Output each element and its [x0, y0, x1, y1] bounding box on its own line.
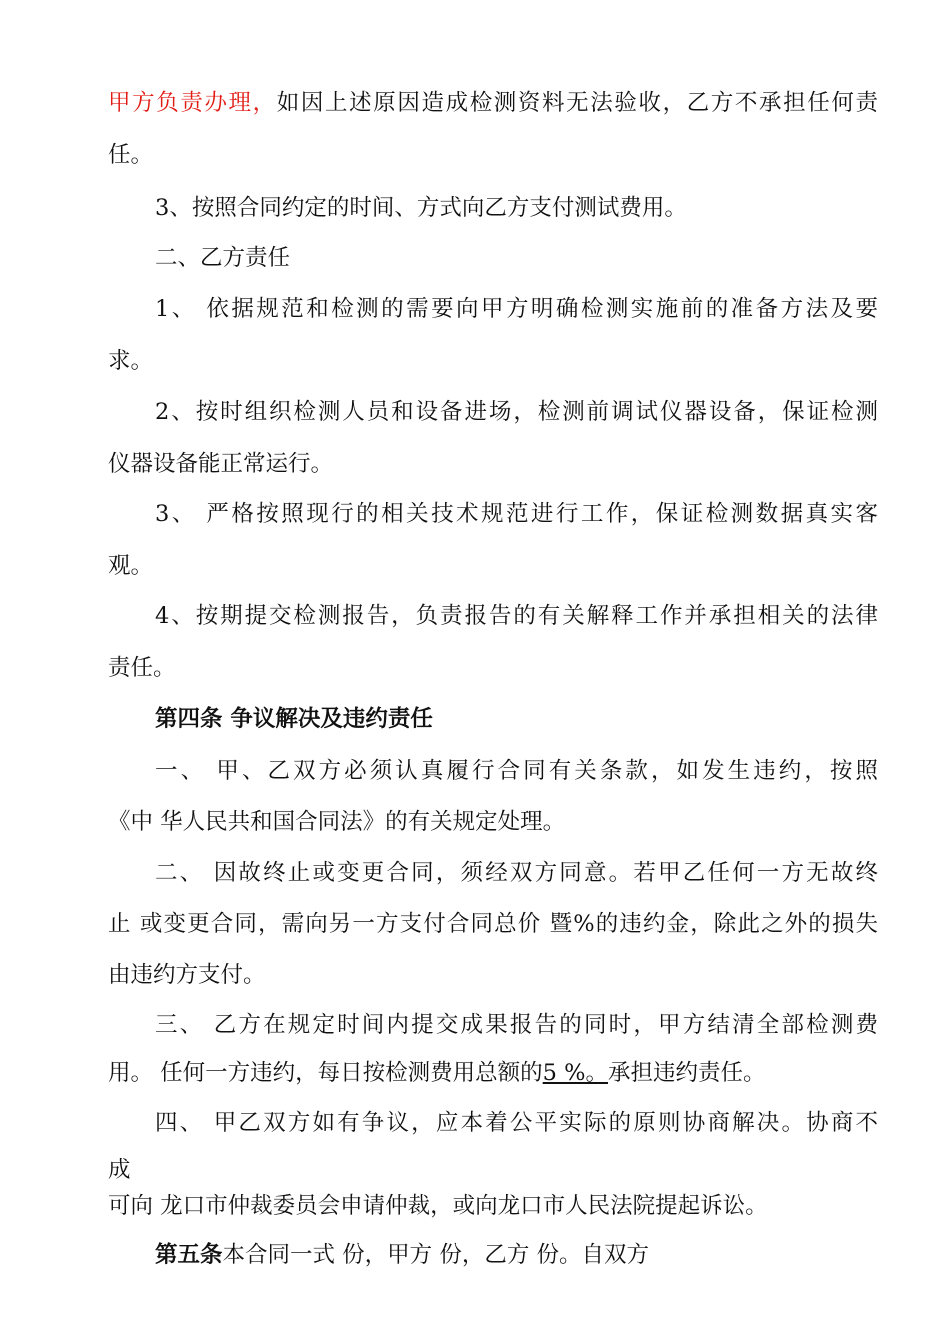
text-line: 三、 乙方在规定时间内提交成果报告的同时，甲方结清全部检测费	[155, 1012, 878, 1038]
line-text: 本合同一式 份，甲方 份，乙方 份。自双方	[222, 1242, 649, 1268]
text-line: 2、按时组织检测人员和设备进场，检测前调试仪器设备，保证检测	[155, 399, 878, 425]
underlined-rate: 5 %。	[542, 1060, 609, 1086]
article-heading: 第五条	[155, 1242, 223, 1268]
text-line: 任。	[108, 142, 154, 168]
text-line: 止 或变更合同，需向另一方支付合同总价 暨%的违约金，除此之外的损失	[108, 911, 878, 937]
text-line	[108, 88, 878, 118]
text-line: 3、按照合同约定的时间、方式向乙方支付测试费用。	[155, 195, 687, 221]
text-line: 仪器设备能正常运行。	[108, 451, 334, 477]
text-line: 一、 甲、乙双方必须认真履行合同有关条款，如发生违约，按照	[155, 758, 878, 784]
text-line: 观。	[108, 553, 154, 579]
article-heading: 第四条 争议解决及违约责任	[155, 706, 433, 732]
text-line: 成	[108, 1157, 131, 1183]
text-line: 二、 因故终止或变更合同，须经双方同意。若甲乙任何一方无故终	[155, 860, 878, 886]
text-line	[108, 1058, 766, 1088]
highlighted-text: 甲方负责办理，	[108, 90, 277, 116]
text-line: 4、按期提交检测报告，负责报告的有关解释工作并承担相关的法律	[155, 603, 878, 629]
section-heading: 二、乙方责任	[155, 245, 291, 271]
text-line: 《中 华人民共和国合同法》的有关规定处理。	[108, 809, 566, 835]
text-line: 1、 依据规范和检测的需要向甲方明确检测实施前的准备方法及要	[155, 296, 878, 322]
text-line: 3、 严格按照现行的相关技术规范进行工作，保证检测数据真实客	[155, 501, 878, 527]
line-text: 用。 任何一方违约，每日按检测费用总额的	[108, 1060, 543, 1086]
text-line	[155, 1240, 649, 1270]
line-text: 如因上述原因造成检测资料无法验收，乙方不承担任何责	[276, 90, 878, 116]
line-text: 承担违约责任。	[608, 1060, 766, 1086]
text-line: 责任。	[108, 655, 176, 681]
text-line: 由违约方支付。	[108, 962, 266, 988]
text-line: 四、 甲乙双方如有争议，应本着公平实际的原则协商解决。协商不	[155, 1110, 878, 1136]
text-line: 可向 龙口市仲裁委员会申请仲裁，或向龙口市人民法院提起诉讼。	[108, 1193, 768, 1219]
text-line: 求。	[108, 348, 154, 374]
